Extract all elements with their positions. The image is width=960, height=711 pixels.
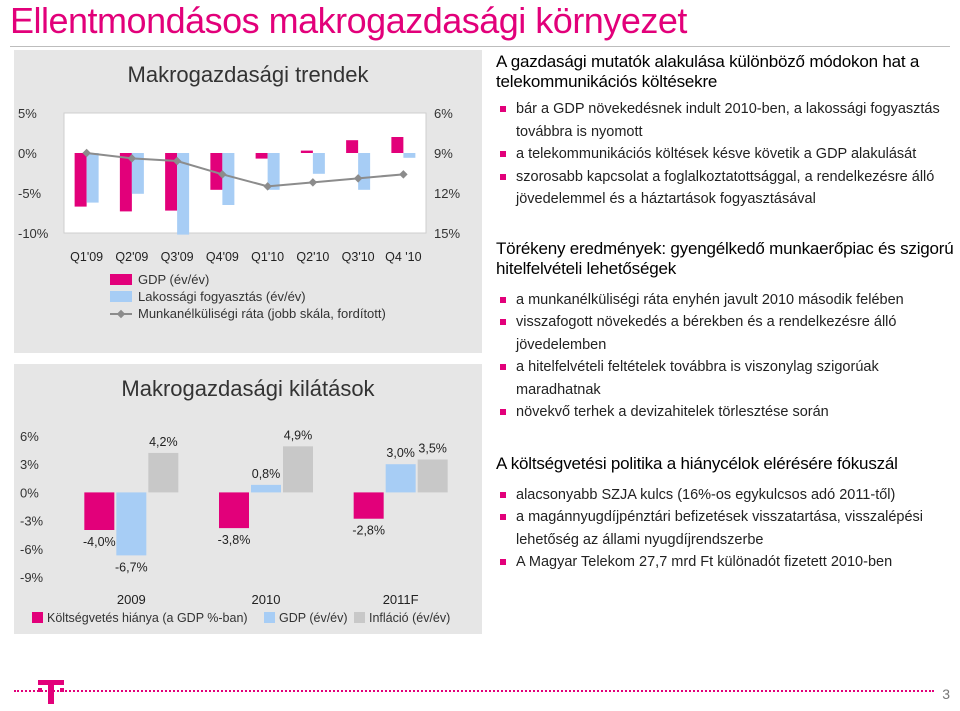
y-tick-label: -5% bbox=[18, 186, 42, 201]
macro-outlook-title: Makrogazdasági kilátások bbox=[121, 376, 375, 401]
outlook-bar bbox=[386, 464, 416, 492]
y-tick-label: -6% bbox=[20, 541, 44, 557]
y-tick-label: 0% bbox=[20, 485, 39, 501]
y2-tick-label: 12% bbox=[434, 186, 461, 201]
x-tick-label: 2011F bbox=[382, 592, 419, 607]
section-labour-market bbox=[496, 239, 956, 424]
y2-tick-label: 6% bbox=[434, 106, 453, 121]
bullet-list bbox=[496, 484, 956, 574]
legend-swatch-consumption bbox=[110, 291, 132, 302]
page-number: 3 bbox=[942, 686, 950, 702]
consumption-bar bbox=[403, 153, 415, 158]
legend-swatch bbox=[264, 612, 275, 623]
x-tick-label: Q1'10 bbox=[251, 250, 285, 264]
y-tick-label: 6% bbox=[20, 429, 39, 444]
y2-tick-label: 9% bbox=[434, 146, 453, 161]
legend-swatch-gdp bbox=[110, 274, 132, 285]
bar-value-label: -2,8% bbox=[352, 523, 385, 538]
macro-trends-chart bbox=[14, 50, 482, 353]
section-title: A költségvetési politika a hiánycélok elérésére fókuszál bbox=[496, 453, 898, 473]
telekom-logo-icon bbox=[36, 676, 66, 711]
y-tick-label: -10% bbox=[18, 226, 49, 241]
bullet-list bbox=[496, 289, 956, 424]
bullet-item: bár a GDP növekedésnek indult 2010-ben, a lakossági fogyasztás továbbra is nyomott bbox=[516, 98, 956, 143]
outlook-bar bbox=[354, 492, 384, 518]
bar-value-label: 3,0% bbox=[386, 446, 415, 461]
gdp-bar bbox=[391, 137, 403, 153]
bullet-item: szorosabb kapcsolat a foglalkoztatottsággal, a rendelkezésre álló jövedelemmel és a háztartások fogyasztásával bbox=[516, 166, 956, 211]
y-tick-label: 3% bbox=[20, 457, 39, 473]
gdp-bar bbox=[75, 153, 87, 207]
legend-label-unemployment: Munkanélküliségi ráta (jobb skála, fordított) bbox=[138, 306, 386, 321]
x-tick-label: Q1'09 bbox=[70, 250, 104, 264]
gdp-bar bbox=[346, 140, 358, 153]
bullet-item: A Magyar Telekom 27,7 mrd Ft különadót fizetett 2010-ben bbox=[516, 551, 956, 574]
legend-swatch bbox=[354, 612, 365, 623]
section-fiscal-policy bbox=[496, 454, 956, 574]
y-tick-label: -3% bbox=[20, 513, 44, 529]
y-tick-label: -9% bbox=[20, 570, 44, 585]
legend-label-consumption: Lakossági fogyasztás (év/év) bbox=[138, 289, 306, 304]
title-divider bbox=[10, 46, 950, 47]
bar-value-label: 3,5% bbox=[418, 441, 447, 456]
x-tick-label: Q4 '10 bbox=[385, 250, 422, 264]
macro-outlook-panel bbox=[14, 364, 482, 634]
outlook-bar bbox=[148, 453, 178, 492]
consumption-bar bbox=[222, 153, 234, 205]
x-tick-label: Q2'10 bbox=[296, 250, 330, 264]
legend-label: Költségvetés hiánya (a GDP %-ban) bbox=[47, 611, 248, 625]
y-tick-label: 0% bbox=[18, 146, 37, 161]
y2-tick-label: 15% bbox=[434, 226, 461, 241]
bullet-item: visszafogott növekedés a bérekben és a rendelkezésre álló jövedelemben bbox=[516, 311, 956, 356]
section-title: Törékeny eredmények: gyengélkedő munkaerőpiac és szigorú hitelfelvételi lehetőségek bbox=[496, 238, 954, 278]
bullet-item: a hitelfelvételi feltételek továbbra is viszonylag szigorúak maradhatnak bbox=[516, 356, 956, 401]
bar-value-label: -6,7% bbox=[115, 560, 148, 575]
legend-swatch bbox=[32, 612, 43, 623]
x-tick-label: 2010 bbox=[251, 592, 281, 607]
gdp-bar bbox=[301, 151, 313, 153]
bullet-item: a telekommunikációs költések késve követik a GDP alakulását bbox=[516, 143, 956, 166]
bar-value-label: -4,0% bbox=[83, 535, 116, 549]
consumption-bar bbox=[313, 153, 325, 174]
macro-trends-panel bbox=[14, 50, 482, 353]
consumption-bar bbox=[358, 153, 370, 190]
x-tick-label: Q3'09 bbox=[160, 250, 194, 264]
outlook-bar bbox=[84, 492, 114, 530]
bullet-item: növekvő terhek a devizahitelek törlesztése során bbox=[516, 401, 956, 424]
bar-value-label: 4,2% bbox=[149, 434, 178, 449]
outlook-bar bbox=[418, 460, 448, 493]
macro-outlook-chart bbox=[14, 364, 482, 634]
bullet-item: alacsonyabb SZJA kulcs (16%-os egykulcsos adó 2011-től) bbox=[516, 484, 956, 507]
x-tick-label: Q4'09 bbox=[205, 250, 239, 264]
bullet-item: a munkanélküliségi ráta enyhén javult 2010 második felében bbox=[516, 289, 956, 312]
footer-divider bbox=[14, 690, 934, 692]
page-title: Ellentmondásos makrogazdasági környezet bbox=[10, 0, 687, 41]
x-tick-label: Q2'09 bbox=[115, 250, 149, 264]
legend-marker-unemployment bbox=[117, 310, 125, 318]
bar-value-label: 0,8% bbox=[251, 466, 281, 481]
consumption-bar bbox=[87, 153, 99, 203]
text-column bbox=[496, 52, 956, 574]
consumption-bar bbox=[177, 153, 189, 235]
outlook-bar bbox=[283, 446, 313, 492]
x-tick-label: Q3'10 bbox=[341, 250, 375, 264]
macro-trends-title: Makrogazdasági trendek bbox=[127, 62, 369, 87]
gdp-bar bbox=[120, 153, 132, 211]
bullet-list bbox=[496, 98, 956, 211]
outlook-bar bbox=[219, 492, 249, 528]
y-tick-label: 5% bbox=[18, 106, 37, 121]
gdp-bar bbox=[256, 153, 268, 159]
x-tick-label: 2009 bbox=[116, 592, 146, 607]
legend-label: GDP (év/év) bbox=[279, 611, 348, 625]
outlook-bar bbox=[116, 492, 146, 555]
section-indicators bbox=[496, 52, 956, 211]
bar-value-label: 4,9% bbox=[283, 428, 313, 443]
legend-label-gdp: GDP (év/év) bbox=[138, 272, 210, 287]
legend-label: Infláció (év/év) bbox=[369, 611, 451, 625]
bullet-item: a magánnyugdíjpénztári befizetések visszatartása, visszalépési lehetőség az állami nyugdíjrendszerbe bbox=[516, 506, 956, 551]
bar-value-label: -3,8% bbox=[217, 533, 251, 548]
section-title: A gazdasági mutatók alakulása különböző módokon hat a telekommunikációs költésekre bbox=[496, 52, 920, 91]
plot-area bbox=[64, 113, 426, 233]
outlook-bar bbox=[251, 485, 281, 493]
